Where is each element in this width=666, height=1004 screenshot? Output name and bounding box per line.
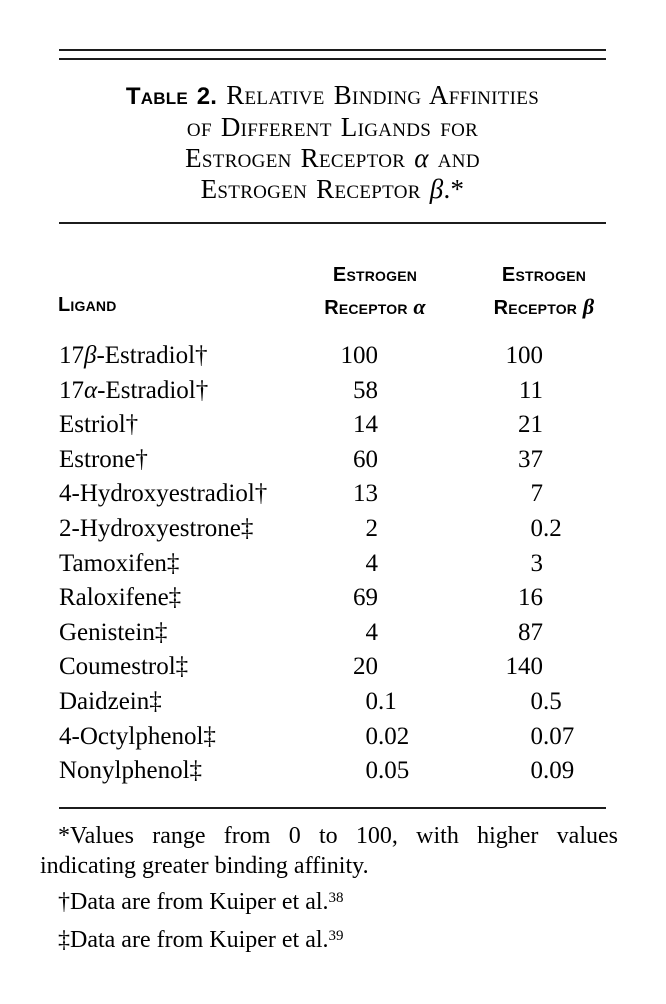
table-title (59, 80, 606, 205)
er-alpha-value-cell: 14 (353, 411, 378, 439)
top-double-rule-lower (59, 58, 606, 60)
er-beta-value-cell: 0 .5 (530, 687, 562, 715)
ligand-cell: 17α-Estradiol† (59, 376, 209, 404)
table-row (59, 477, 606, 512)
er-beta-value-cell: 11 (518, 376, 543, 404)
ligand-cell: Coumestrol‡ (59, 653, 189, 681)
table-body (59, 339, 606, 789)
table-row (59, 581, 606, 616)
er-alpha-value-cell: 2 (365, 514, 378, 542)
reference-number: 38 (328, 890, 344, 906)
greek-letter: β (84, 342, 97, 369)
er-alpha-value-cell: 100 (340, 342, 378, 369)
er-alpha-value-cell: 4 (365, 549, 378, 577)
table-row (59, 512, 606, 547)
title-line-2: of Different Ligands for (186, 112, 479, 142)
table-number-label: Table 2. (125, 83, 218, 110)
alpha-symbol: α (413, 294, 426, 319)
table-row (59, 339, 606, 374)
er-beta-value-cell: 0 .09 (530, 757, 575, 785)
ligand-cell: Estriol† (59, 411, 139, 439)
ligand-cell: 4-Hydroxyestradiol† (59, 480, 268, 508)
ligand-cell: Genistein‡ (59, 618, 168, 646)
reference-number: 39 (328, 928, 344, 944)
alpha-symbol: α (414, 143, 429, 173)
er-beta-value-cell: 16 (518, 584, 543, 612)
er-alpha-value-cell: 20 (353, 653, 378, 681)
er-beta-value-cell: 140 (505, 653, 543, 681)
table-row (59, 374, 606, 409)
beta-symbol: β (582, 294, 595, 319)
er-alpha-value-cell: 0 .02 (365, 722, 410, 750)
ligand-cell: 4-Octylphenol‡ (59, 722, 216, 750)
table-row (59, 547, 606, 582)
footnote-asterisk: *Values range from 0 to 100, with higher values indicating greater binding affinity. (40, 823, 618, 879)
ligand-cell: 17β-Estradiol† (59, 342, 208, 369)
ligand-cell: Nonylphenol‡ (59, 757, 203, 785)
er-alpha-value-cell: 0 .1 (365, 687, 397, 715)
table-row (59, 443, 606, 478)
table-row (59, 754, 606, 789)
er-beta-value-cell: 3 (530, 549, 543, 577)
header-top-rule (59, 222, 606, 224)
ligand-cell: 2-Hydroxyestrone‡ (59, 514, 254, 542)
table-row (59, 650, 606, 685)
title-line-4: Estrogen Receptor β.* (200, 174, 465, 204)
footnote-double-dagger: ‡Data are from Kuiper et al.$^{39}$ (58, 927, 344, 953)
er-alpha-value-cell: 0 .05 (365, 757, 410, 785)
table-row (59, 685, 606, 720)
er-alpha-value-cell: 69 (353, 584, 378, 612)
table-row (59, 616, 606, 651)
column-header-er-alpha: Estrogen Receptor α (324, 264, 426, 319)
er-beta-value-cell: 37 (518, 445, 543, 473)
er-beta-value-cell: 0 .07 (530, 722, 575, 750)
er-alpha-value-cell: 13 (353, 480, 378, 508)
er-beta-value-cell: 21 (518, 411, 543, 439)
er-beta-value-cell: 100 (505, 342, 543, 369)
title-line-1: Table 2. Relative Binding Affinities (125, 80, 540, 110)
top-double-rule-upper (59, 49, 606, 51)
er-beta-value-cell: 87 (518, 618, 543, 646)
beta-symbol: β (429, 174, 444, 204)
ligand-cell: Daidzein‡ (59, 687, 162, 715)
table-row (59, 408, 606, 443)
ligand-cell: Tamoxifen‡ (59, 549, 180, 577)
table-row (59, 720, 606, 755)
column-header-er-beta: Estrogen Receptor β (493, 264, 595, 319)
er-alpha-value-cell: 58 (353, 376, 378, 404)
er-alpha-value-cell: 4 (365, 618, 378, 646)
footnote-dagger: †Data are from Kuiper et al.$^{38}$ (58, 889, 344, 915)
title-line-3: Estrogen Receptor α and (185, 143, 480, 173)
ligand-cell: Raloxifene‡ (59, 584, 182, 612)
footnote-rule (59, 807, 606, 809)
er-beta-value-cell: 7 (530, 480, 543, 508)
column-header-ligand: Ligand (58, 294, 117, 316)
er-beta-value-cell: 0 .2 (530, 514, 562, 542)
er-alpha-value-cell: 60 (353, 445, 378, 473)
ligand-cell: Estrone† (59, 445, 148, 473)
greek-letter: α (84, 376, 98, 404)
